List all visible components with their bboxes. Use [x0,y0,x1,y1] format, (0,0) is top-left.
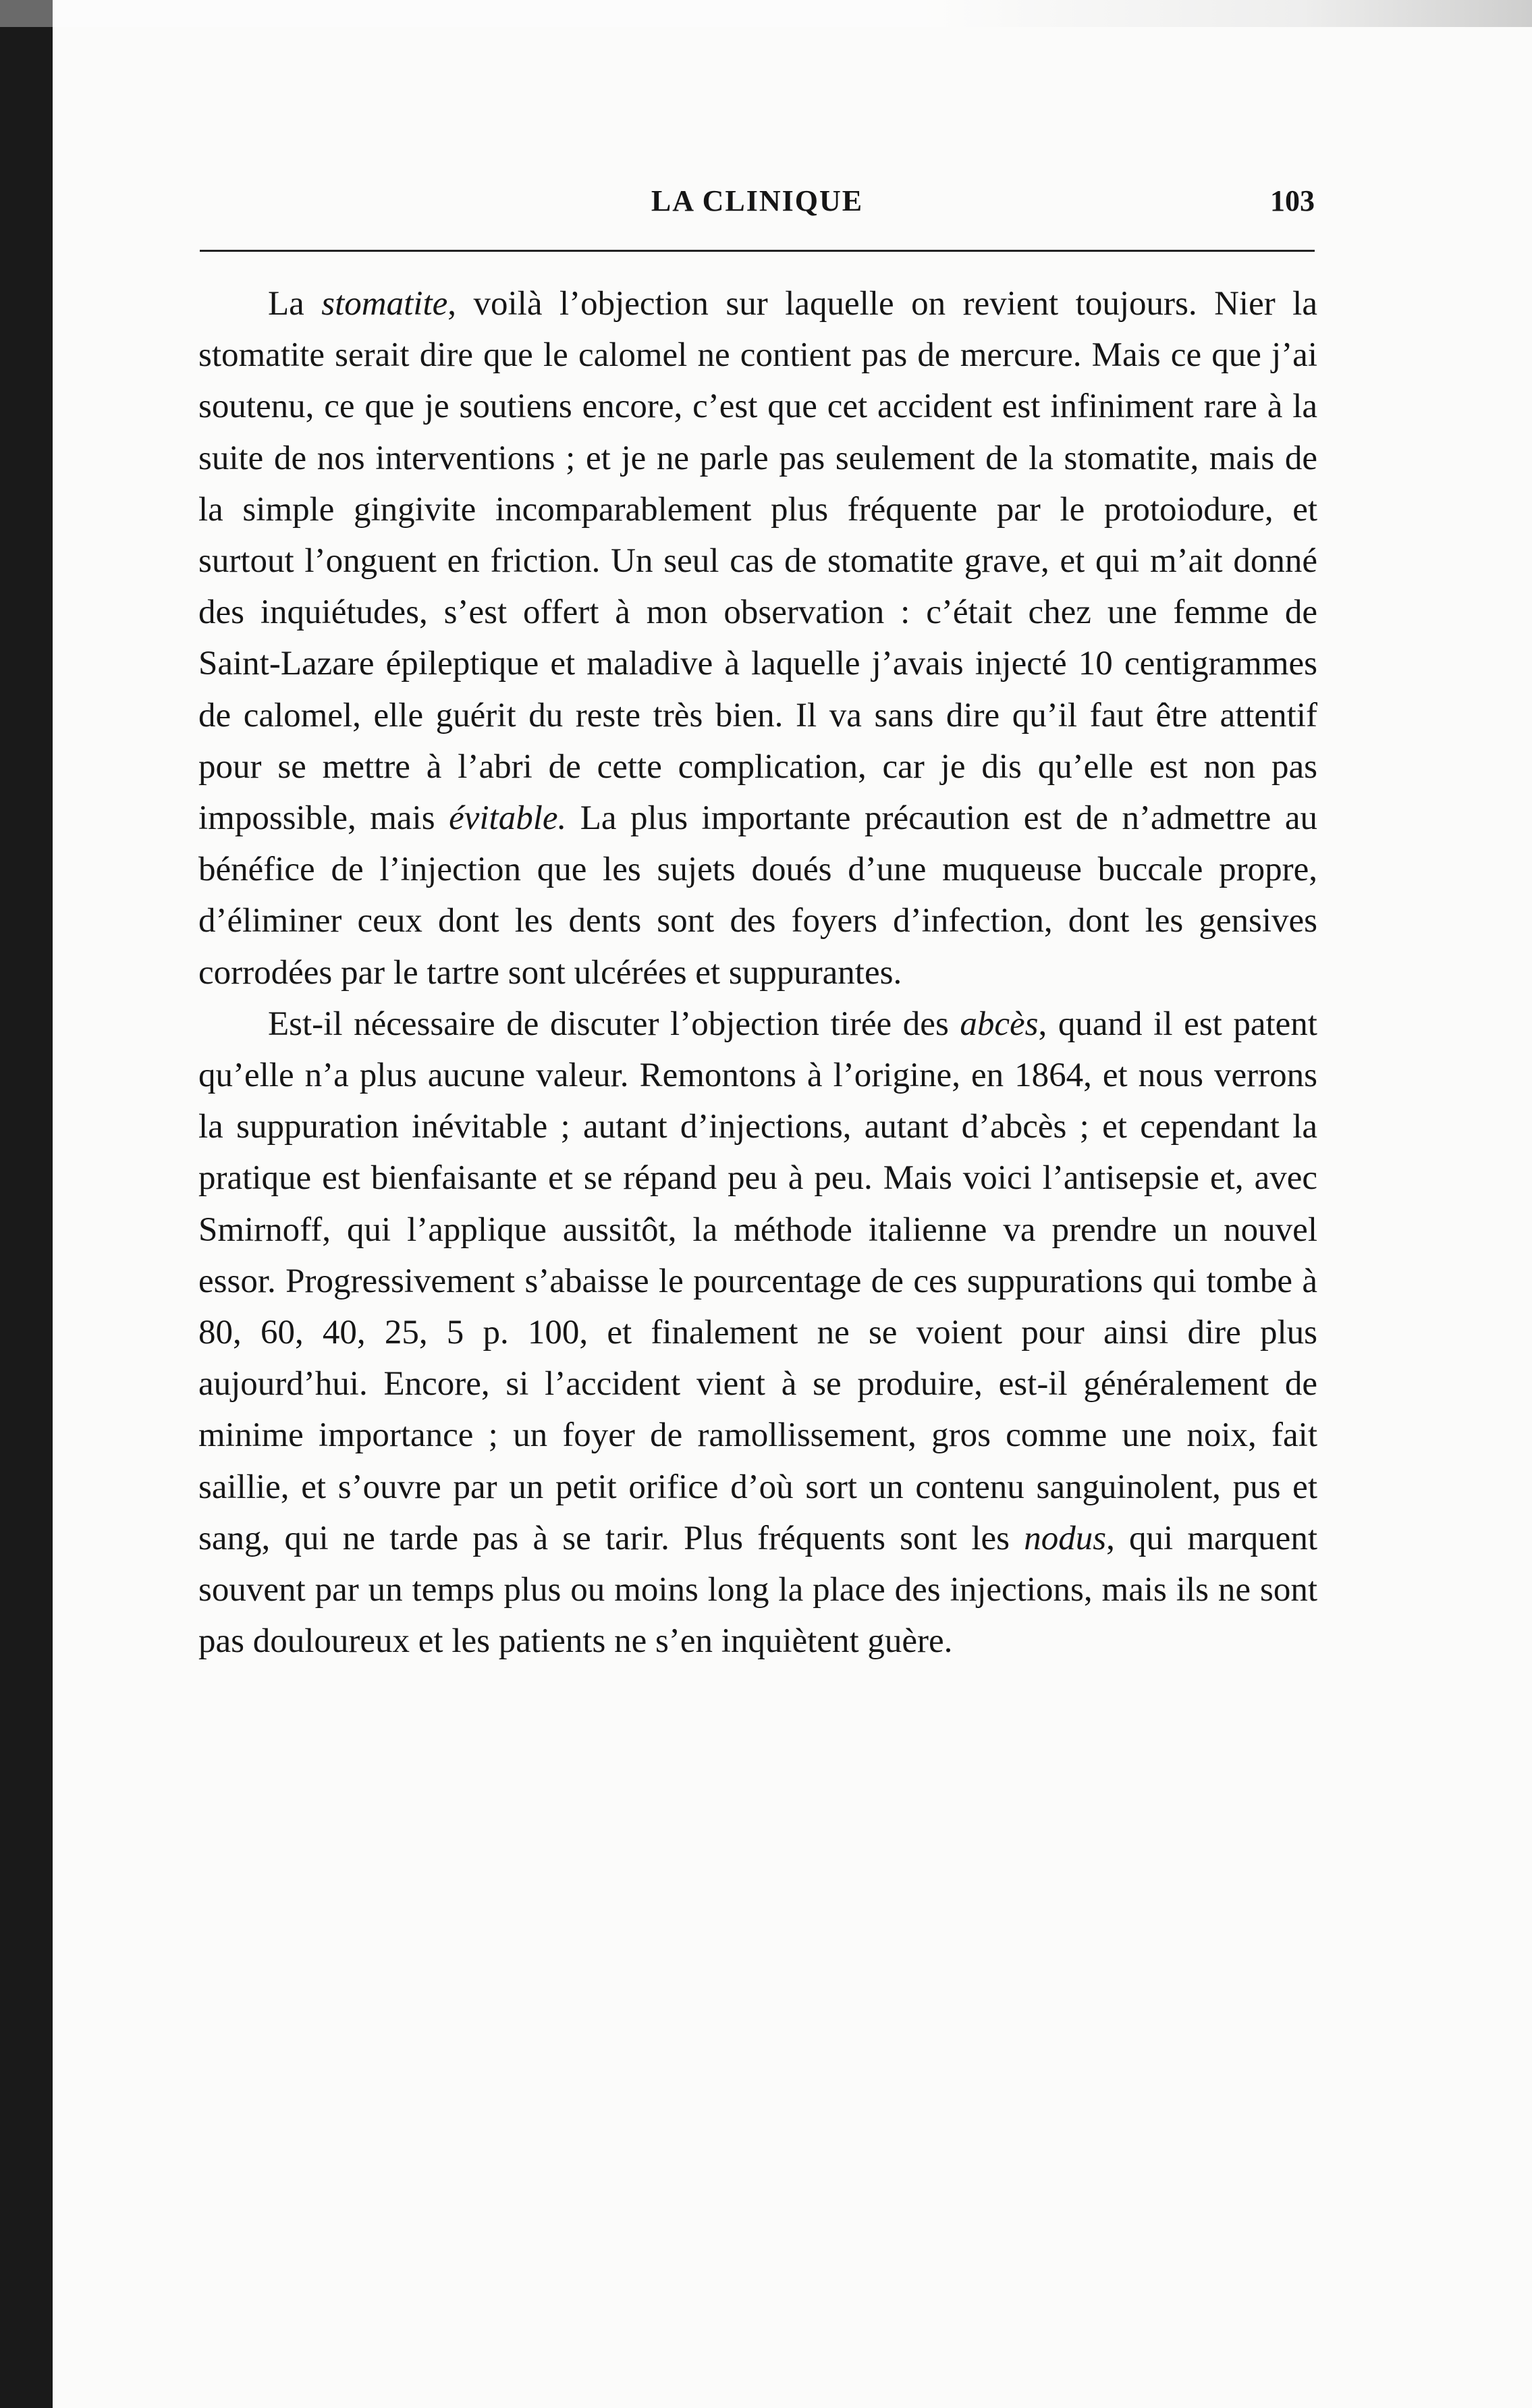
binding-shadow [0,0,53,2408]
paragraph-stomatite [198,278,1317,998]
body-text [198,278,1317,1667]
p1-text-2: La plus importante précaution est de n’admettre au bénéfice de l’injection que les sujets doués d’une muqueuse buccale propre, d’éliminer ceux dont les dents sont des foyers d’infection, dont les gensives corrodées par le tartre sont ulcérées et suppurantes. [198,799,1317,992]
p2-italic-nodus: nodus [1024,1519,1107,1557]
p1-lead: La [268,285,322,323]
p2-text-1: Est-il nécessaire de discuter l’objection tirée des [268,1005,960,1043]
header-rule [200,250,1315,252]
running-head [200,184,1315,224]
p1-italic-evitable: évitable. [449,799,567,838]
page-number: 103 [1270,184,1315,217]
p2-italic-abces: abcès [960,1005,1039,1043]
running-title: LA CLINIQUE [651,184,864,217]
p1-italic-stomatite: stomatite [321,285,448,323]
p2-text-2: , quand il est patent qu’elle n’a plus aucune valeur. Remontons à l’origine, en 1864, et nous verrons la suppuration inévitable ; autant d’injections, autant d’abcès ; et cependant la pratique est bienfaisante et se répand peu à peu. Mais voici l’antisepsie et, avec Smirnoff, qui l’applique aussitôt, la méthode italienne va prendre un nouvel essor. Progressivement s’abaisse le pourcentage de ces suppurations qui tombe à 80, 60, 40, 25, 5 p. 100, et finalement ne se voient pour ainsi dire plus aujourd’hui. Encore, si l’accident vient à se produire, est-il généralement de minime importance ; un foyer de ramollissement, gros comme une noix, fait saillie, et s’ouvre par un petit orifice d’où sort un contenu sanguinolent, pus et sang, qui ne tarde pas à se tarir. Plus fréquents sont les [198,1005,1317,1557]
paragraph-abces [198,998,1317,1667]
p2-text-3: , qui marquent souvent par un temps plus ou moins long la place des injections, mais ils ne sont pas douloureux et les patients ne s’en inquiètent guère. [198,1519,1317,1661]
scan-noise [0,0,1532,27]
p1-text-1: , voilà l’objection sur laquelle on revient toujours. Nier la stomatite serait dire que le calomel ne contient pas de mercure. Mais ce que j’ai soutenu, ce que je soutiens encore, c’est que cet accident est infiniment rare à la suite de nos interventions ; et je ne parle pas seulement de la stomatite, mais de la simple gingivite incomparablement plus fréquente par le protoiodure, et surtout l’onguent en friction. Un seul cas de stomatite grave, et qui m’ait donné des inquiétudes, s’est offert à mon observation : c’était chez une femme de Saint-Lazare épileptique et maladive à laquelle j’avais injecté 10 centigrammes de calomel, elle guérit du reste très bien. Il va sans dire qu’il faut être attentif pour se mettre à l’abri de cette complication, car je dis qu’elle est non pas impossible, mais [198,285,1317,838]
